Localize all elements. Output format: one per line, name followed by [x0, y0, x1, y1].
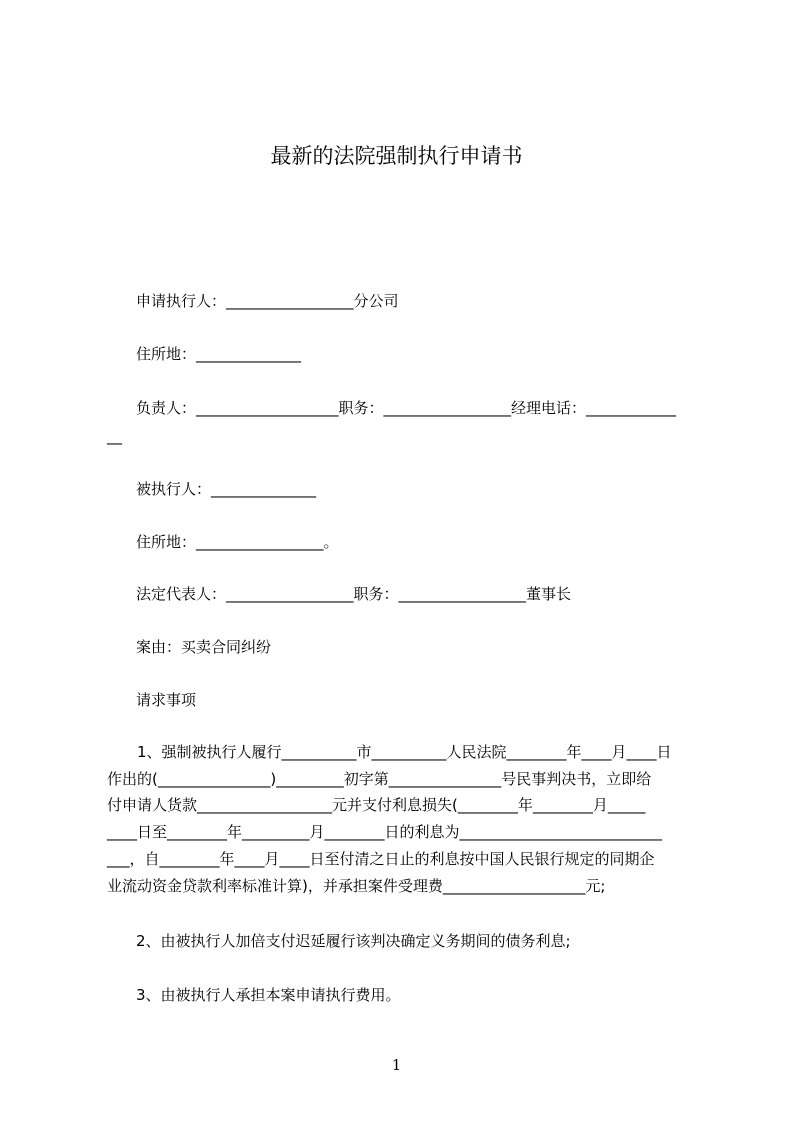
request-item-1 — [107, 739, 707, 899]
responsible-person-line-continuation: __ — [107, 427, 122, 445]
respondent-line: 被执行人：______________ — [136, 480, 317, 498]
request-item-1-line: 付申请人货款__________________元并支付利息损失(________年________月_____ — [107, 796, 646, 815]
request-item-1-line: 业流动资金贷款利率标准计算)，并承担案件受理费___________________元; — [107, 876, 606, 895]
request-item-1-line: ____日至________年_________月________日的利息为___________________________ — [107, 823, 663, 842]
request-item-1-line: 1、强制被执行人履行__________市__________人民法院________年____月____日 — [137, 743, 672, 761]
document-title: 最新的法院强制执行申请书 — [270, 144, 523, 168]
request-item-2: 2、由被执行人加倍支付迟延履行该判决确定义务期间的债务利息; — [136, 932, 571, 950]
request-item-1-line: ___，自________年____月____日至付清之日止的利息按中国人民银行规定的同期企 — [107, 849, 655, 868]
applicant-address-line: 住所地：______________ — [136, 345, 302, 363]
responsible-person-line: 负责人：___________________职务：_________________经理电话：____________ — [136, 399, 677, 417]
request-heading: 请求事项 — [136, 691, 197, 709]
page-number: 1 — [391, 1056, 402, 1074]
request-item-1-line: 作出的(_______________)_________初字第_______________号民事判决书，立即给 — [107, 769, 652, 788]
request-item-3: 3、由被执行人承担本案申请执行费用。 — [136, 986, 401, 1004]
applicant-line: 申请执行人：_________________分公司 — [136, 292, 399, 310]
cause-line: 案由：买卖合同纠纷 — [136, 638, 272, 656]
respondent-address-line: 住所地：_________________。 — [136, 533, 339, 551]
legal-representative-line: 法定代表人：_________________职务：_________________董事长 — [136, 585, 572, 603]
